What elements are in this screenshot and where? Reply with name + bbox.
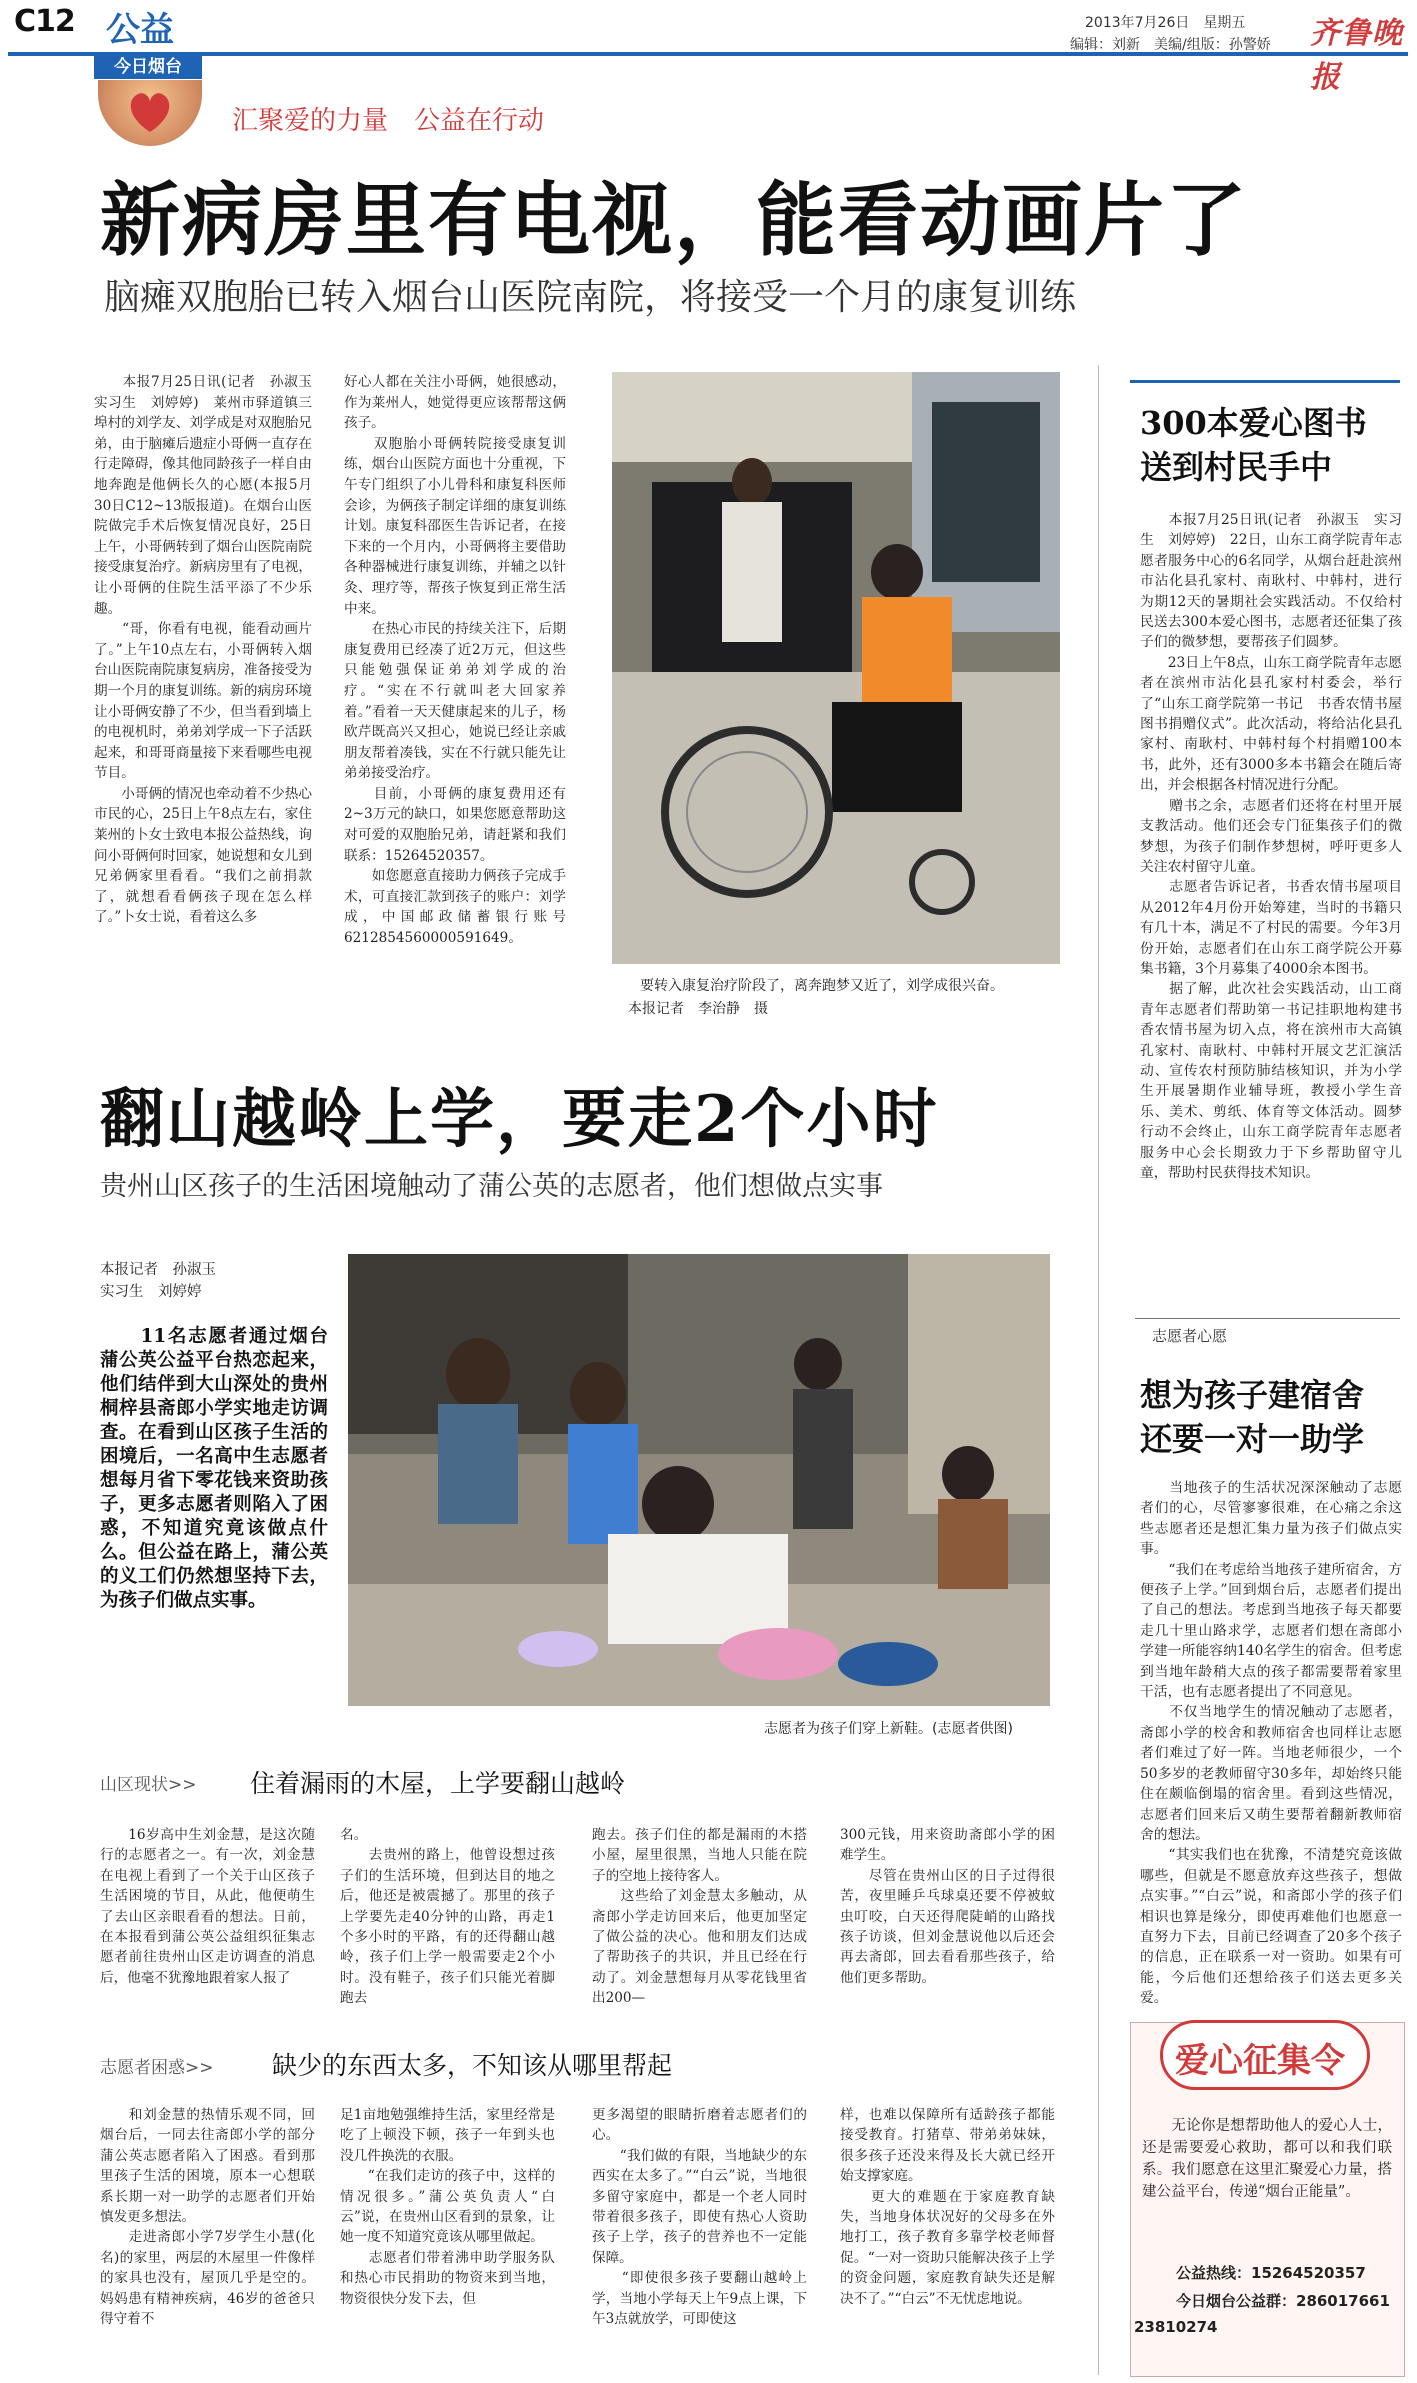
section2-column-3: 更多渴望的眼睛折磨着志愿者们的心。 “我们做的有限，当地缺少的东西实在太多了。”“白云”说，当地很多留守家庭中，都是一个老人同时带着很多孩子，即使有热心人资助孩子上学，孩子的营养也不一定能保障。 “即使很多孩子要翻山越岭上学，当地小学每天上午9点上课，下午3点就放学，可即使这	[592, 2107, 807, 2328]
sidebar2-body: 当地孩子的生活状况深深触动了志愿者们的心，尽管寥寥很难，在心痛之余这些志愿者还是想汇集力量为孩子们做点实事。 “我们在考虑给当地孩子建所宿舍，方便孩子上学。”回到烟台后，志愿者们提出了自己的想法。考虑到当地孩子每天都要走几十里山路求学，志愿者们想在斋郎小学建一所能容纳140名学生的宿舍。但考虑到当地年龄稍大点的孩子都需要帮着家里干活，也有志愿者提出了不同意见。 不仅当地学生的情况触动了志愿者，斋郎小学的校舍和教师宿舍也同样让志愿者们难过了好一阵。当地老师很少，一个50多岁的老教师留守30多年，却始终只能住在颇临倒塌的宿舍里。看到这些情况，志愿者们回来后又萌生要帮着翻新教师宿舍的想法。 “其实我们也在犹豫，不清楚究竟该做哪些，但就是不愿意放弃这些孩子，想做点实事。”“白云”说，和斋郎小学的孩子们相识也算是缘分，即使再难他们也愿意一直努力下去，目前已经调查了20多个孩子的信息，正在联系一对一资助。如果有可能，今后他们还想给孩子们送去更多关爱。	[1140, 1480, 1402, 2007]
appeal-hotline: 公益热线：15264520357	[1176, 2264, 1366, 2282]
section2-column-1: 和刘金慧的热情乐观不同，回烟台后，一同去往斋郎小学的部分蒲公英志愿者陷入了困惑。看到那里孩子生活的困境，原本一心想联系长期一对一助学的志愿者们开始慎发更多想法。 走进斋郎小学7岁学生小慧(化名)的家里，两层的木屋里一件像样的家具也没有，屋顶几乎是空的。妈妈患有精神疾病，46岁的爸爸只得守着不	[100, 2107, 315, 2328]
section1-column-3: 跑去。孩子们住的都是漏雨的木搭小屋，屋里很黑，当地人只能在院子的空地上接待客人。 这些给了刘金慧太多触动，从斋郎小学走访回来后，他更加坚定了做公益的决心。他和朋友们达成了帮助孩子的共识，并且已经在行动了。刘金慧想每月从零花钱里省出200—	[592, 1827, 807, 2007]
appeal-title: 爱心征集令	[1175, 2041, 1345, 2081]
slogan: 汇聚爱的力量 公益在行动	[232, 106, 545, 136]
story1-subhead: 脑瘫双胞胎已转入烟台山医院南院，将接受一个月的康复训练	[104, 277, 1077, 318]
section1-column-1: 16岁高中生刘金慧，是这次随行的志愿者之一。有一次，刘金慧在电视上看到了一个关于山区孩子生活困境的节目，从此，他便萌生了去山区亲眼看看的想法。日前，在本报看到蒲公英公益组织征集志愿者前往贵州山区走访调查的消息后，他毫不犹豫地跟着家人报了	[100, 1827, 315, 1986]
section2-column-2: 足1亩地勉强维持生活，家里经常是吃了上顿没下顿，孩子一年到头也没几件换洗的衣服。 “在我们走访的孩子中，这样的情况很多。”蒲公英负责人“白云”说，在贵州山区看到的景象，让她一度不知道究竟该从哪里做起。 志愿者们带着沸申助学服务队和热心市民捐助的物资来到当地，物资很快分发下去，但	[340, 2107, 555, 2307]
section2-column-4: 样，也难以保障所有适龄孩子都能接受教育。打猪草、带弟弟妹妹，很多孩子还没来得及长大就已经开始支撑家庭。 更大的难题在于家庭教育缺失，当地身体状况好的父母多在外地打工，孩子教育多靠学校老师督促。“一对一资助只能解决孩子上学的资金问题，家庭教育缺失还是解决不了。”“白云”不无忧虑地说。	[840, 2107, 1055, 2307]
sidebar1-title-2: 送到村民手中	[1140, 448, 1333, 486]
appeal-phone: 今日烟台公益群：286017661	[1176, 2292, 1390, 2310]
story2-headline: 翻山越岭上学，要走2个小时	[100, 1082, 939, 1157]
newspaper-logo: 齐鲁晚报	[1310, 16, 1403, 95]
story1-photo-caption: 要转入康复治疗阶段了，离奔跑梦又近了，刘学成很兴奋。	[640, 978, 1004, 994]
story2-subhead: 贵州山区孩子的生活困境触动了蒲公英的志愿者，他们想做点实事	[100, 1171, 883, 1202]
section1-label: 山区现状>>	[100, 1775, 197, 1795]
appeal-body: 无论你是想帮助他人的爱心人士，还是需要爱心救助，都可以和我们联系。我们愿意在这里汇聚爱心力量，搭建公益平台，传递“烟台正能量”。	[1142, 2118, 1392, 2200]
sidebar-top-rule	[1130, 380, 1400, 383]
heart-hands-logo	[98, 80, 202, 146]
story1-column-2: 好心人都在关注小哥俩，她很感动，作为莱州人，她觉得更应该帮帮这俩孩子。 双胞胎小哥俩转院接受康复训练，烟台山医院方面也十分重视，下午专门组织了小儿骨科和康复科医师会诊，为俩孩子制定详细的康复训练计划。康复科邵医生告诉记者，在接下来的一个月内，小哥俩将主要借助各种器械进行康复训练，并辅之以针灸、理疗等，帮孩子恢复到正常生活中来。 在热心市民的持续关注下，后期康复费用已经凑了近2万元，但这些只能勉强保证弟弟刘学成的治疗。“实在不行就叫老大回家养着。”看着一天天健康起来的儿子，杨欧芹既高兴又担心，她说已经让亲戚朋友帮着凑钱，实在不行就只能先让弟弟接受治疗。 目前，小哥俩的康复费用还有2~3万元的缺口，如果您愿意帮助这对可爱的双胞胎兄弟，请赶紧和我们联系：15264520357。 如您愿意直接助力俩孩子完成手术，可直接汇款到孩子的账户：刘学成，中国邮政储蓄银行账号6212854560000591649。	[344, 374, 566, 947]
sidebar2-rule	[1135, 1318, 1400, 1319]
section2-label: 志愿者困惑>>	[100, 2058, 214, 2078]
story2-byline-1: 本报记者 孙淑玉	[100, 1262, 216, 1278]
sidebar2-tag: 志愿者心愿	[1152, 1327, 1228, 1345]
section1-title: 住着漏雨的木屋，上学要翻山越岭	[250, 1769, 626, 1798]
section1-column-2: 名。 去贵州的路上，他曾设想过孩子们的生活环境，但到达目的地之后，他还是被震撼了。那里的孩子上学要先走40分钟的山路，再走1个多小时的平路，有的还得翻山越岭，孩子们上学一般需要走2个小时。没有鞋子，孩子们只能光着脚跑去	[340, 1827, 555, 2007]
volunteers-photo	[348, 1254, 1050, 1706]
appeal-phone2: 23810274	[1134, 2318, 1218, 2336]
story2-byline-2: 实习生 刘婷婷	[100, 1284, 202, 1300]
subsection-tab: 今日烟台	[94, 55, 202, 79]
editors: 编辑：刘新 美编/组版：孙警娇	[1070, 37, 1271, 53]
sidebar1-title-1: 300本爱心图书	[1140, 404, 1367, 442]
story1-headline: 新病房里有电视，能看动画片了	[100, 173, 1248, 267]
sidebar-divider	[1098, 365, 1099, 2375]
sidebar2-title-1: 想为孩子建宿舍	[1140, 1376, 1365, 1414]
section1-column-4: 300元钱，用来资助斋郎小学的困难学生。 尽管在贵州山区的日子过得很苦，夜里睡乒乓球桌还要不停被蚊虫叮咬，白天还得爬陡峭的山路找孩子访谈，但刘金慧说他以后还会再去斋郎，回去看看那些孩子，给他们更多帮助。	[840, 1827, 1055, 1986]
sidebar1-body: 本报7月25日讯(记者 孙淑玉 实习生 刘婷婷) 22日，山东工商学院青年志愿者服务中心的6名同学，从烟台赶赴滨州市沾化县孔家村、南耿村、中韩村，进行为期12天的暑期社会实践活动。不仅给村民送去300本爱心图书，志愿者还征集了孩子们的微梦想，要帮孩子们圆梦。 23日上午8点，山东工商学院青年志愿者在滨州市沾化县孔家村村委会，举行了“山东工商学院第一书记 书香农情书屋图书捐赠仪式”。此次活动，将给沾化县孔家村、南耿村、中韩村每个村捐赠100本书，此外，还有3000多本书籍会在随后寄出，并会根据各村情况进行分配。 赠书之余，志愿者们还将在村里开展支教活动。他们还会专门征集孩子们的微梦想，为孩子们制作梦想树，呼吁更多人关注农村留守儿童。 志愿者告诉记者，书香农情书屋项目从2012年4月份开始筹建，当时的书籍只有几十本，满足不了村民的需要。今年3月份开始，志愿者们在山东工商学院公开募集书籍，3个月募集了4000余本图书。 据了解，此次社会实践活动，山工商青年志愿者们帮助第一书记挂职地构建书香农情书屋为切入点，将在滨州市大高镇孔家村、南耿村、中韩村开展文艺汇演活动、宣传农村预防肺结核知识，并为小学生开展暑期作业辅导班，教授小学生音乐、美术、剪纸、体育等文体活动。圆梦行动不会终止，山东工商学院青年志愿者服务中心会长期致力于下乡帮助留守儿童，帮助村民获得技术知识。	[1140, 512, 1402, 1181]
section-name: 公益	[106, 10, 174, 50]
page-number: C12	[14, 4, 75, 39]
story2-photo-caption: 志愿者为孩子们穿上新鞋。(志愿者供图)	[764, 1721, 1013, 1737]
sidebar2-title-2: 还要一对一助学	[1140, 1420, 1365, 1458]
wheelchair-photo	[612, 372, 1060, 964]
story1-photo-credit: 本报记者 李治静 摄	[628, 1001, 768, 1017]
issue-date: 2013年7月26日 星期五	[1085, 15, 1246, 31]
section2-title: 缺少的东西太多，不知该从哪里帮起	[272, 2051, 673, 2080]
story1-column-1: 本报7月25日讯(记者 孙淑玉 实习生 刘婷婷) 莱州市驿道镇三埠村的刘学友、刘学成是对双胞胎兄弟，由于脑瘫后遗症小哥俩一直存在行走障碍，像其他同龄孩子一样自由地奔跑是他俩长久的心愿(本报5月30日C12~13版报道)。在烟台山医院做完手术后恢复情况良好，25日上午，小哥俩转到了烟台山医院南院接受康复治疗。新病房里有了电视，让小哥俩的住院生活平添了不少乐趣。 “哥，你看有电视，能看动画片了。”上午10点左右，小哥俩转入烟台山医院南院康复病房，准备接受为期一个月的康复训练。新的病房环境让小哥俩安静了不少，但当看到墙上的电视机时，弟弟刘学成一下子活跃起来，和哥哥商量接下来看哪些电视节目。 小哥俩的情况也牵动着不少热心市民的心，25日上午8点左右，家住莱州的卜女士致电本报公益热线，询问小哥俩何时回家，她说想和女儿到兄弟俩家里看看。“我们之前捐款了，就想看看俩孩子现在怎么样了。”卜女士说，看着这么多	[94, 374, 312, 926]
story2-lead: 11名志愿者通过烟台蒲公英公益平台热恋起来，他们结伴到大山深处的贵州桐梓县斋郎小学实地走访调查。在看到山区孩子生活的困境后，一名高中生志愿者想每月省下零花钱来资助孩子，更多志愿者则陷入了困惑，不知道究竟该做点什么。但公益在路上，蒲公英的义工们仍然想坚持下去，为孩子们做点实事。	[100, 1326, 328, 1611]
